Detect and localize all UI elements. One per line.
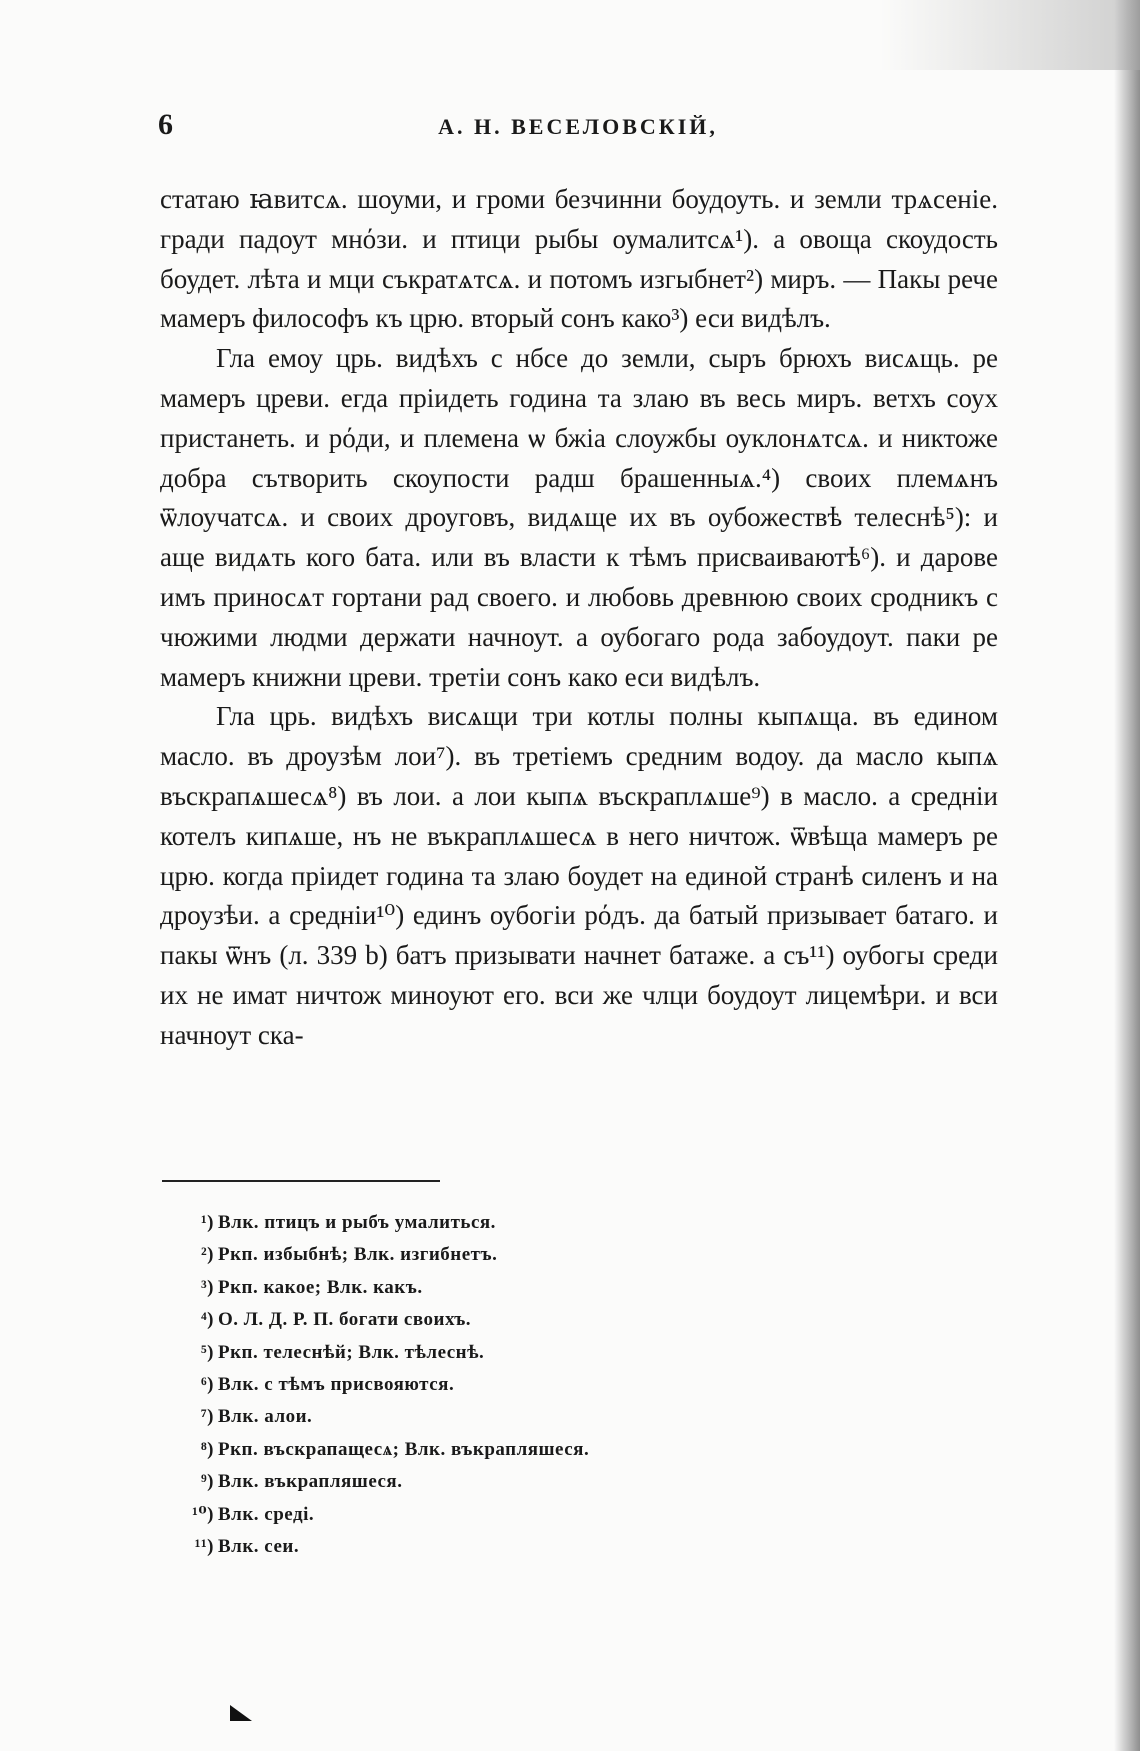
footnote [180,1466,880,1498]
footnote [180,1337,880,1369]
footnote-mark: ⁵) [200,1341,214,1363]
footnote-text: Ркп. какое; Влк. какъ. [218,1276,423,1298]
footnote-mark: ⁸) [200,1438,214,1460]
page-header [158,108,998,148]
footnote-text: Влк. алои. [218,1406,313,1428]
footnote-mark: ⁷) [200,1406,214,1428]
running-head: А. Н. ВЕСЕЛОВСКІЙ, [438,114,718,139]
footnote-mark: ¹⁰) [192,1503,214,1525]
footnote-mark: ⁶) [200,1374,214,1396]
footnote-text: Ркп. телеснѣй; Влк. тѣлеснѣ. [218,1341,485,1363]
footnote [180,1531,880,1563]
footnote-text: Влк. въкрапляшеся. [218,1471,403,1493]
scan-corner-shadow [880,0,1140,70]
footnote [180,1434,880,1466]
footnote-text: Влк. среді. [218,1503,315,1525]
footnote [180,1272,880,1304]
paragraph: статаю ꙗвитсѧ. шоуми, и громи безчинни боудоуть. и земли трѧсеніе. гради падоут мнόзи. и птици рыбы оумалитсѧ¹). а овоща скоудость боудет. лѣта и мци съкратѧтсѧ. и потомъ изгыбнет²) миръ. — Пакы рече мамеръ философъ къ црю. вторый сонъ како³) еси видѣлъ. [160,184,998,334]
footnote-mark: ⁴) [200,1309,214,1331]
footnote [180,1207,880,1239]
footnote [180,1401,880,1433]
footnote-text: О. Л. Д. Р. П. богати своихъ. [218,1309,472,1331]
page-edge-shadow [1114,0,1140,1751]
footnote-text: Ркп. избыбнѣ; Влк. изгибнетъ. [218,1244,498,1266]
footnote-mark: ¹) [200,1212,214,1233]
footnote [180,1369,880,1401]
footnote [180,1304,880,1336]
footnote-mark: ²) [200,1244,214,1266]
paragraph: Гла емоу црь. видѣхъ с нбсе до земли, сыръ брюхъ висѧщь. ре мамеръ цреви. егда пріидеть година та злаю въ весь миръ. ветхъ соух пристанеть. и рόди, и племена ѡ бжіа слоужбы оуклонѧтсѧ. и никтоже добра сътворить скоупости радш брашенныѧ.⁴) своих племѧнъ ѿлоучатсѧ. и своих дроуговъ, видѧще их въ оубожествѣ телеснѣ⁵): и аще видѧть кого бата. или въ власти к тѣмъ присваиваютѣ⁶). и дарове имъ приносѧт гортани рад своего. и любовь древнюю своих сродникъ с чюжими людми держати начноут. а оубогаго рода забоудоут. паки ре мамеръ книжни цреви. третіи сонъ како еси видѣлъ. [160,343,998,692]
footnote [180,1239,880,1271]
footnote [180,1499,880,1531]
footnote-mark: ³) [200,1276,214,1298]
footnote-mark: ⁹) [200,1471,214,1493]
footnote-mark: ¹¹) [194,1536,214,1558]
footnote-rule [162,1180,440,1182]
paragraph: Гла црь. видѣхъ висѧщи три котлы полны кыпѧща. въ едином масло. въ дроузѣм лои⁷). въ третіемъ средним водоу. да масло кыпѧ въскрапѧшесѧ⁸) въ лои. а лои кыпѧ въскраплѧше⁹) в масло. а средніи котелъ кипѧше, нъ не въкраплѧшесѧ в него ничтож. ѿвѣща мамеръ ре црю. когда пріидет година та злаю боудет на единой странѣ силенъ и на дроузѣи. а средніи¹⁰) единъ оубогіи рόдъ. да батый призывает батаго. и пакы ѿнъ (л. 339 b) батъ призывати начнет батаже. а съ¹¹) оубогы среди их не имат ничтож миноуют его. вси же члци боудоут лицемѣри. и вси начноут ска- [160,701,998,1050]
page-number: 6 [158,108,173,141]
footnote-text: Влк. с тѣмъ присвояются. [218,1374,455,1396]
print-mark-icon [230,1705,252,1721]
footnotes [180,1207,880,1563]
footnote-text: Ркп. въскрапащесѧ; Влк. въкрапляшеся. [218,1438,590,1460]
main-text [160,180,998,1056]
footnote-text: Влк. птицъ и рыбъ умалиться. [218,1212,496,1233]
footnote-text: Влк. сеи. [218,1536,300,1558]
